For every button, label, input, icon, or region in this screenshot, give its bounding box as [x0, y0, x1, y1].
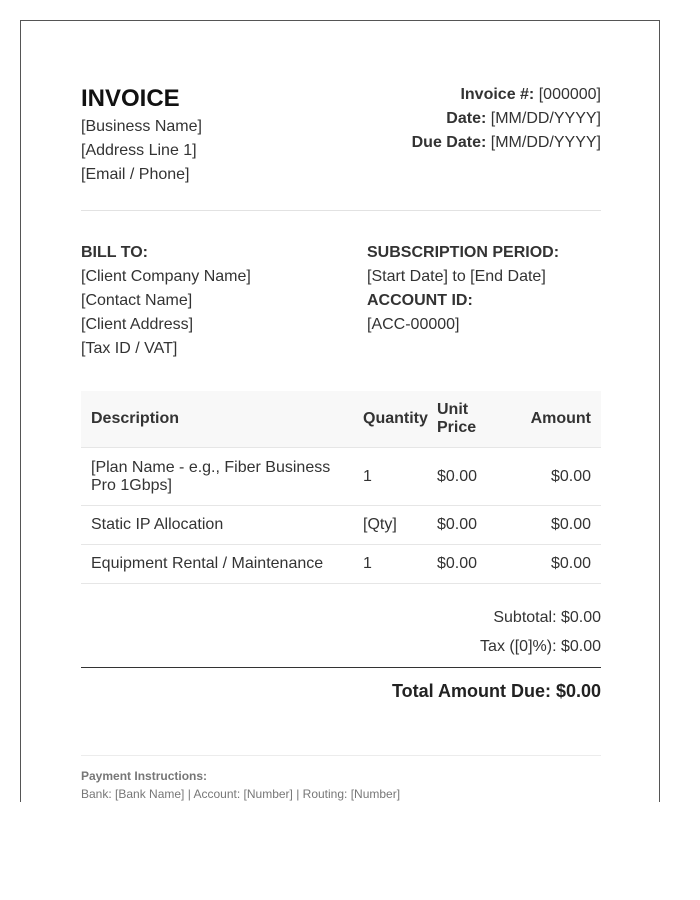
due-date-row: [412, 131, 601, 155]
row-description: [Plan Name - e.g., Fiber Business Pro 1Gbps]: [81, 448, 352, 506]
invoice-number-label: Invoice #:: [460, 86, 535, 103]
subscription-block: [367, 241, 559, 337]
header-divider: [81, 210, 601, 211]
table-header-row: [81, 391, 601, 448]
row-quantity: [Qty]: [352, 506, 428, 545]
invoice-title: INVOICE: [81, 85, 180, 112]
account-id-value: [ACC-00000]: [367, 316, 460, 333]
row-amount: $0.00: [507, 448, 601, 506]
invoice-date-label: Date:: [446, 110, 487, 127]
client-company: [Client Company Name]: [81, 268, 251, 285]
row-amount: $0.00: [507, 545, 601, 584]
client-tax-id: [Tax ID / VAT]: [81, 340, 178, 357]
business-contact: [Email / Phone]: [81, 166, 190, 183]
invoice-date-value: [MM/DD/YYYY]: [490, 110, 601, 127]
invoice-date-row: [412, 107, 601, 131]
table-header: [81, 391, 601, 448]
invoice-number-value: [000000]: [538, 86, 601, 103]
table-row: [81, 506, 601, 545]
table-row: [81, 448, 601, 506]
payment-instructions-label: Payment Instructions:: [81, 769, 208, 783]
account-id-label: ACCOUNT ID:: [367, 292, 473, 309]
table-body: [81, 448, 601, 584]
invoice-page: [20, 20, 660, 802]
due-date-value: [MM/DD/YYYY]: [490, 134, 601, 151]
header-description: Description: [81, 391, 352, 448]
row-amount: $0.00: [507, 506, 601, 545]
tax: Tax ([0]%): $0.00: [480, 638, 601, 655]
bill-to-block: [81, 241, 251, 361]
row-description: Static IP Allocation: [81, 506, 352, 545]
due-date-label: Due Date:: [411, 134, 487, 151]
payment-instructions: [81, 767, 400, 802]
line-items-table: [81, 391, 601, 584]
business-address: [Address Line 1]: [81, 142, 197, 159]
table-row: [81, 545, 601, 584]
header-amount: Amount: [507, 391, 601, 448]
footer-divider: [81, 755, 601, 756]
subscription-period-label: SUBSCRIPTION PERIOD:: [367, 244, 560, 261]
client-contact: [Contact Name]: [81, 292, 193, 309]
row-unit-price: $0.00: [428, 506, 507, 545]
business-name: [Business Name]: [81, 118, 202, 135]
invoice-number-row: [412, 83, 601, 107]
client-address: [Client Address]: [81, 316, 194, 333]
row-quantity: 1: [352, 448, 428, 506]
row-unit-price: $0.00: [428, 545, 507, 584]
invoice-header: [81, 83, 601, 193]
header-unit-price: Unit Price: [428, 391, 507, 448]
business-info: [81, 83, 202, 187]
total-divider: [81, 667, 601, 668]
header-quantity: Quantity: [352, 391, 428, 448]
bank-details: Bank: [Bank Name] | Account: [Number] | Routing: [Number]: [81, 787, 401, 801]
subscription-period-value: [Start Date] to [End Date]: [367, 268, 546, 285]
row-unit-price: $0.00: [428, 448, 507, 506]
row-quantity: 1: [352, 545, 428, 584]
total-amount-due: Total Amount Due: $0.00: [391, 681, 601, 701]
subtotal: Subtotal: $0.00: [493, 609, 601, 626]
invoice-meta: [412, 83, 601, 155]
row-description: Equipment Rental / Maintenance: [81, 545, 352, 584]
totals-block: [480, 603, 601, 661]
bill-to-label: BILL TO:: [81, 244, 148, 261]
